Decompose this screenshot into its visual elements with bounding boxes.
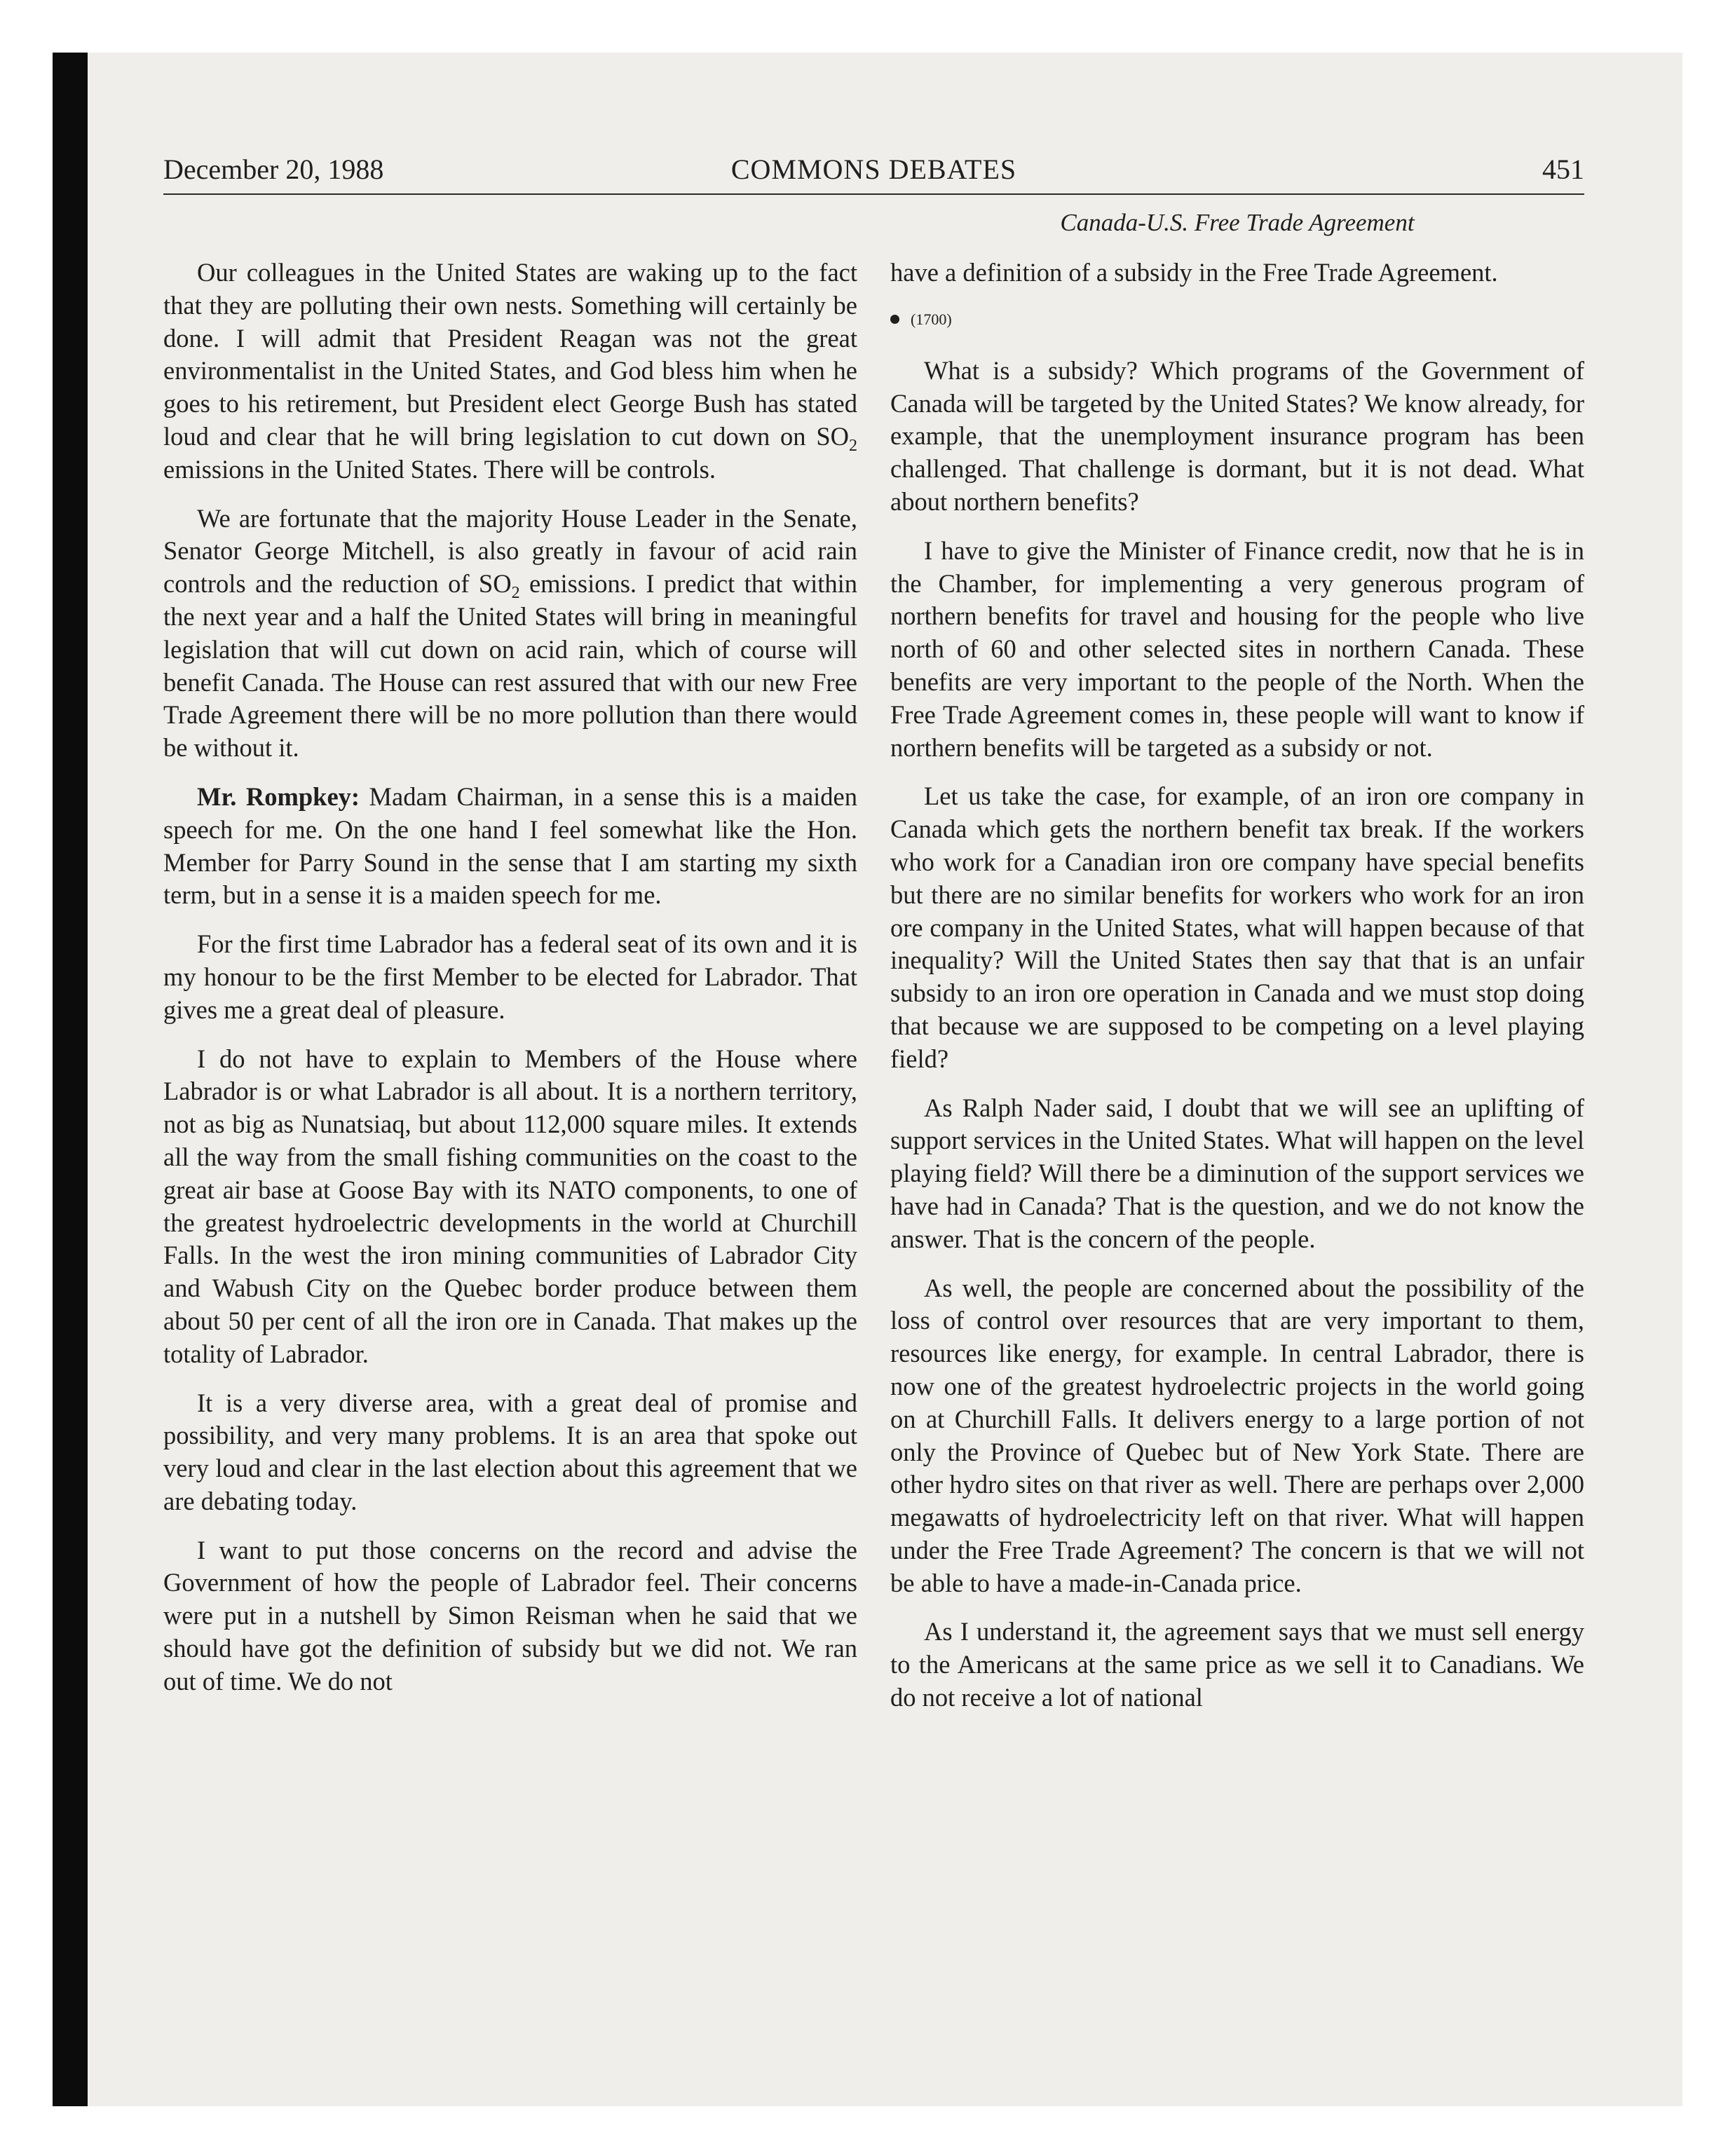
paragraph-text: emissions in the United States. There will be controls. — [163, 454, 716, 484]
time-marker-text: (1700) — [911, 310, 952, 328]
page-number: 451 — [1542, 153, 1584, 185]
bullet-icon — [890, 315, 899, 324]
paragraph: I want to put those concerns on the record and advise the Government of how the people of Labrador feel. Their concerns were put in a nutshell by Simon Reisman when he said that we should have got the definition of subsidy but we did not. We ran out of time. We do not — [163, 1535, 857, 1696]
formula-symbol: SO — [816, 421, 849, 451]
paragraph: As I understand it, the agreement says that we must sell energy to the Americans at the same price as we sell it to Canadians. We do not receive a lot of national — [890, 1617, 1584, 1712]
paragraph: I have to give the Minister of Finance credit, now that he is in the Chamber, for implementing a very generous program of northern benefits for travel and housing for the people who live north of 60 and other selected sites in northern Canada. These benefits are very important to the people of the North. When the Free Trade Agreement comes in, these people will want to know if northern benefits will be targeted as a subsidy or not. — [890, 535, 1584, 762]
paragraph — [163, 503, 857, 765]
paragraph-text: emissions. I predict that within the next year and a half the United States will bring in meaningful legislation that will cut down on acid rain, which of course will benefit Canada. The House can rest assured that with our new Free Trade Agreement there will be no more pollution than there would be without it. — [163, 569, 857, 763]
paragraph: It is a very diverse area, with a great deal of promise and possibility, and very many problems. It is an area that spoke out very loud and clear in the last election about this agreement that we are debating today. — [163, 1388, 857, 1515]
paragraph: Let us take the case, for example, of an iron ore company in Canada which gets the northern benefit tax break. If the workers who work for a Canadian iron ore company have special benefits but there are no similar benefits for workers who work for an iron ore company in the United States, what will happen because of that inequality? Will the United States then say that that is an unfair subsidy to an iron ore operation in Canada and we must stop doing that because we are supposed to be competing on a level playing field? — [890, 782, 1584, 1073]
paragraph: As well, the people are concerned about the possibility of the loss of control over resources that are very important to them, resources like energy, for example. In central Labrador, there is now one of the greatest hydroelectric projects in the world going on at Churchill Falls. It delivers energy to a large portion of not only the Province of Quebec but of New York State. There are other hydro sites on that river as well. There are perhaps over 2,000 megawatts of hydroelectricity left on that river. What will happen under the Free Trade Agreement? The concern is that we will not be able to have a made-in-Canada price. — [890, 1273, 1584, 1597]
paragraph-continued: have a definition of a subsidy in the Free Trade Agreement. — [890, 258, 1498, 287]
sitting-date: December 20, 1988 — [163, 153, 384, 185]
header-rule — [163, 193, 1584, 195]
paragraph-text: We are fortunate that the majority House Leader in the Senate, Senator George Mitchell, is also greatly in favour of acid rain controls and the reduction of — [163, 503, 857, 599]
section-heading: Canada-U.S. Free Trade Agreement — [1060, 209, 1415, 236]
formula-symbol: SO — [478, 569, 512, 599]
paragraph: I do not have to explain to Members of the House where Labrador is or what Labrador is all about. It is a northern territory, not as big as Nunatsiaq, but about 112,000 square miles. It extends all the way from the small fishing communities on the coast to the great air base at Goose Bay with its NATO components, to one of the greatest hydroelectric developments in the world at Churchill Falls. In the west the iron mining communities of Labrador City and Wabush City on the Quebec border produce between them about 50 per cent of all the iron ore in Canada. That makes up the totality of Labrador. — [163, 1044, 857, 1368]
formula-subscript: 2 — [511, 584, 520, 603]
chemical-formula — [478, 569, 520, 603]
paragraph-text: Our colleagues in the United States are waking up to the fact that they are polluting their own nests. Something will certainly be done. I will admit that President Reagan was not the great environmentalist in the United States, and God bless him when he goes to his retirement, but President elect George Bush has stated loud and clear that he will bring legislation to cut down on — [163, 258, 857, 451]
paragraph: What is a subsidy? Which programs of the Government of Canada will be targeted by the United States? We know already, for example, that the unemployment insurance program has been challenged. That challenge is dormant, but it is not dead. What about northern benefits? — [890, 355, 1584, 516]
chemical-formula — [816, 421, 857, 455]
time-marker — [890, 306, 1584, 334]
paragraph: For the first time Labrador has a federal seat of its own and it is my honour to be the first Member to be elected for Labrador. That gives me a great deal of pleasure. — [163, 929, 857, 1024]
binding-edge — [53, 53, 88, 2106]
right-column — [890, 257, 1584, 1946]
formula-subscript: 2 — [849, 436, 857, 455]
left-column — [163, 257, 857, 1946]
speaker-name: Mr. Rompkey: — [197, 782, 360, 811]
paragraph-text: Madam Chairman, in a sense this is a maiden speech for me. On the one hand I feel somewhat like the Hon. Member for Parry Sound in the sense that I am starting my sixth term, but in a sense it is a maiden speech for me. — [163, 782, 857, 910]
publication-title: COMMONS DEBATES — [730, 153, 1017, 185]
paragraph — [163, 781, 857, 912]
paragraph — [163, 257, 857, 486]
paragraph: As Ralph Nader said, I doubt that we will see an uplifting of support services in the United States. What will happen on the level playing field? Will there be a diminution of the support services we have had in Canada? That is the question, and we do not know the answer. That is the concern of the people. — [890, 1093, 1584, 1253]
running-head — [163, 153, 1584, 193]
